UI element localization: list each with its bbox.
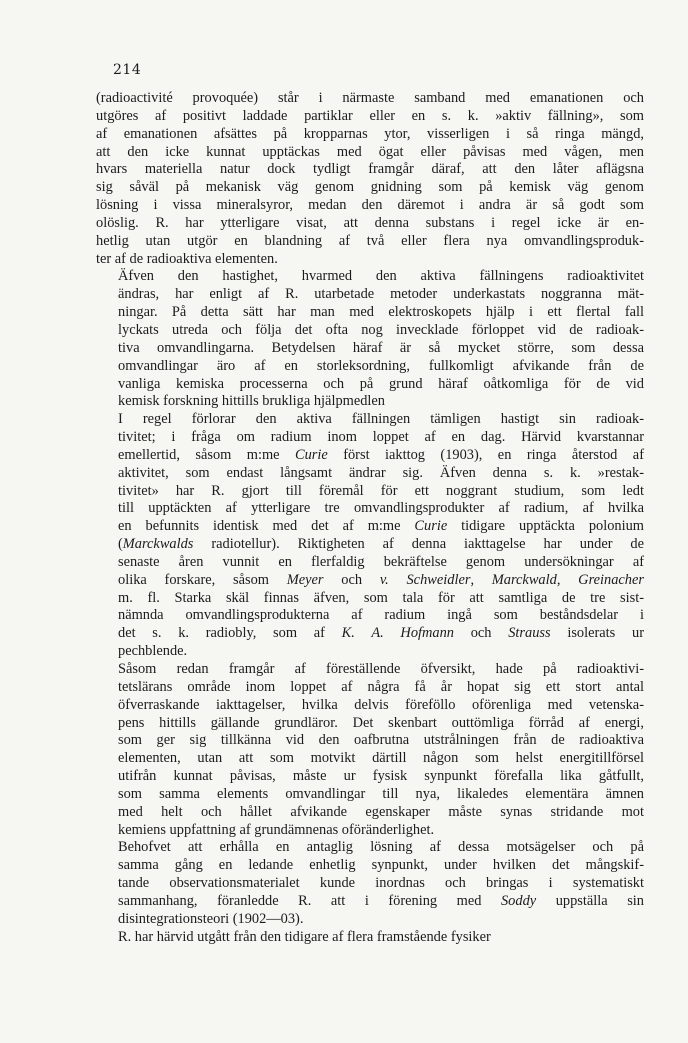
text-line: R. har härvid utgått från den tidigare af flera framstående fysiker (118, 928, 491, 945)
text-line: som ger sig tillkänna vid den oafbrutna utstrålningen från de radioaktiva (118, 732, 644, 749)
paragraph (96, 661, 644, 839)
text-line: tiva omvandlingarna. Betydelsen häraf är så mycket större, som dessa (118, 339, 644, 356)
text-line: olika forskare, såsom Meyer och v. Schweidler, Marckwald, Greinacher (118, 571, 644, 588)
text-line: Såsom redan framgår af föreställende öfversikt, hade på radioaktivi- (118, 661, 644, 677)
paragraph (96, 90, 644, 268)
text-line: Äfven den hastighet, hvarmed den aktiva fällningens radioaktivitet (118, 268, 644, 285)
text-line: vanliga kemiska processerna och på grund häraf oåtkomliga för de vid (118, 375, 644, 392)
paragraph (96, 929, 644, 947)
text-line: nämnda omvandlingsprodukterna af radium ingå som beståndsdelar i (118, 607, 644, 624)
text-line: m. fl. Starka skäl finnas äfven, som tala för att samtliga de tre sist- (118, 589, 644, 606)
paragraph (96, 839, 644, 928)
text-line: tivitet» har R. gjort till föremål för ett noggrant studium, som ledt (118, 482, 644, 499)
text-line: samma gång en ledande enhetlig synpunkt, under hvilken det mångskif- (118, 857, 644, 874)
text-line: tande observationsmaterialet kunde inordnas och bringas i systematiskt (118, 875, 644, 892)
text-line: lyckats utreda och följa det ofta nog invecklade förloppet vid de radioak- (118, 321, 644, 338)
paragraph (96, 411, 644, 661)
text-line: tivitet; i fråga om radium inom loppet af en dag. Härvid kvarstannar (118, 429, 644, 446)
text-line: öfverraskande iakttagelser, hvilka delvis föreföllo oförenliga med vetenska- (118, 696, 644, 713)
text-line: disintegrationsteori (1902—03). (118, 910, 304, 927)
paragraph (96, 268, 644, 411)
text-line: lösning i vissa mineralsyror, medan den däremot i andra är så godt som (96, 197, 644, 214)
page-number: 214 (113, 62, 142, 78)
text-line: ningar. På detta sätt har man med elektroskopets hjälp i ett flertal fall (118, 304, 644, 321)
text-line: elementen, utan att som motvikt därtill någon som helst energitillförsel (118, 750, 644, 767)
text-line: I regel förlorar den aktiva fällningen tämligen hastigt sin radioak- (118, 411, 644, 428)
text-line: kemiens uppfattning af grundämnenas oföränderlighet. (118, 821, 435, 838)
text-line: sammanhang, föranledde R. att i förening med Soddy uppställa sin (118, 892, 644, 909)
text-line: emellertid, såsom m:me Curie först iakttog (1903), en ringa återstod af (118, 446, 644, 463)
text-line: pechblende. (118, 643, 188, 660)
text-line: kemisk forskning hittills brukliga hjälpmedlen (118, 393, 385, 410)
text-line: senaste åren vunnit en flerfaldig bekräftelse genom undersökningar af (118, 553, 644, 570)
text-line: utgöres af positivt laddade partiklar eller en s. k. »aktiv fällning», som (96, 107, 644, 124)
text-line: pens hittills gällande grundläror. Det skenbart outtömliga förråd af energi, (118, 714, 644, 731)
text-line: utifrån kunnat påvisas, måste ur fysisk synpunkt förefalla lika gåtfullt, (118, 768, 644, 785)
text-line: tetslärans område inom loppet af några få år hopat sig ett stort antal (118, 678, 644, 695)
text-line: sig såväl på mekanisk väg genom gnidning som på kemisk väg genom (96, 179, 644, 196)
text-line: olöslig. R. har ytterligare visat, att denna substans i regel icke är en- (96, 214, 644, 231)
text-line: med helt och hållet afvikande egenskaper måste synas stridande mot (118, 803, 644, 820)
text-line: till upptäckten af ytterligare tre omvandlingsprodukter af radium, af hvilka (118, 500, 644, 517)
text-line: (Marckwalds radiotellur). Riktigheten af denna iakttagelse har under de (118, 536, 644, 553)
text-line: hvars materiella natur dock tydligt framgår däraf, att den låter aflägsna (96, 161, 644, 178)
text-line: Behofvet att erhålla en antaglig lösning af dessa motsägelser och på (118, 839, 644, 856)
text-line: en befunnits identisk med det af m:me Curie tidigare upptäckta polonium (118, 518, 645, 535)
text-line: det s. k. radiobly, som af K. A. Hofmann och Strauss isolerats ur (118, 625, 644, 642)
text-line: ändras, har enligt af R. utarbetade metoder underkastats noggranna mät- (118, 286, 644, 303)
text-line: ter af de radioaktiva elementen. (96, 250, 278, 267)
text-line: omvandlingar äro af en storleksordning, fullkomligt afvikande från de (118, 357, 644, 374)
text-line: af emanationen afsättes på kropparnas ytor, visserligen i så ringa mängd, (96, 125, 644, 142)
text-line: aktivitet, som endast långsamt ändrar sig. Äfven denna s. k. »restak- (118, 464, 644, 481)
text-line: (radioactivité provoquée) står i närmaste samband med emanationen och (96, 90, 644, 106)
text-line: som samma elements omvandlingar till nya, likaledes elementära ämnen (118, 785, 644, 802)
text-line: hetlig utan utgör en blandning af två eller flera nya omvandlingsproduk- (96, 232, 644, 249)
body-text (96, 90, 644, 947)
text-line: att den icke kunnat upptäckas med ögat eller påvisas med vågen, men (96, 143, 644, 160)
